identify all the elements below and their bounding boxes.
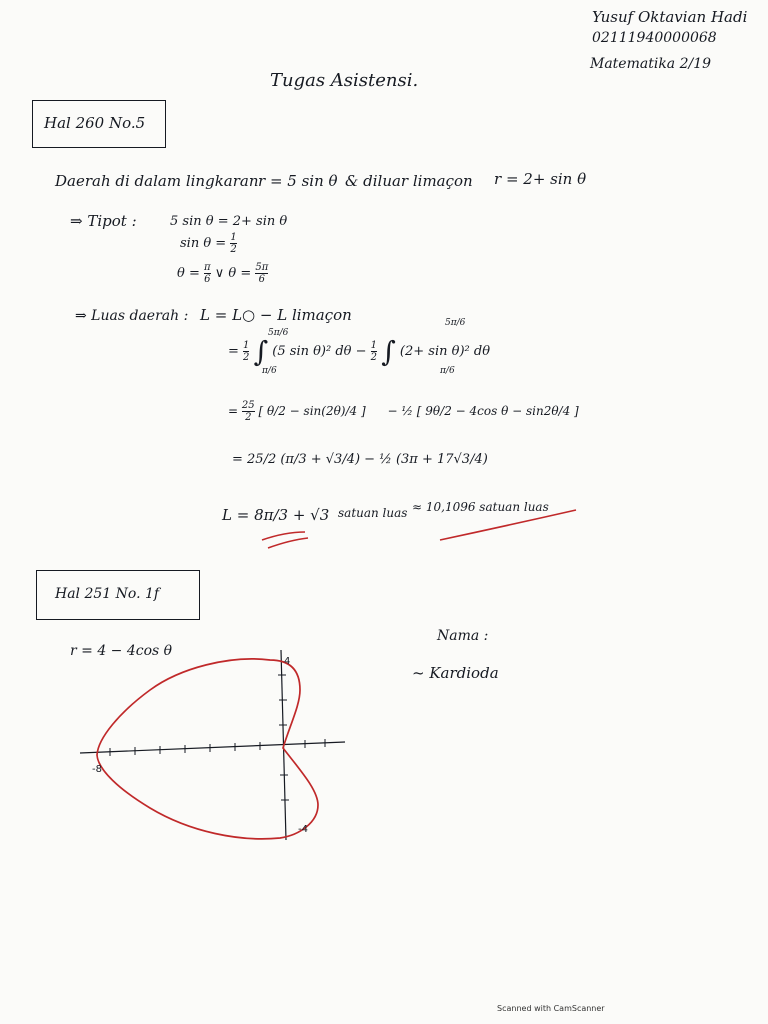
author-name: Yusuf Oktavian Hadi xyxy=(592,8,748,26)
integral-part1: (5 sin θ)² dθ − xyxy=(272,344,367,359)
tick-label-pos4: 4 xyxy=(284,656,291,667)
luas-label: ⇒ Luas daerah : xyxy=(75,308,189,324)
fivepi-over-6: $\frac{5\pi}{6}$ xyxy=(255,262,269,285)
student-id: 02111940000068 xyxy=(592,30,717,46)
problem1-ref: Hal 260 No.5 xyxy=(44,114,146,132)
class-label: Matematika 2/19 xyxy=(590,56,712,72)
lower-limit-2: π/6 xyxy=(440,366,455,376)
result-underline xyxy=(262,532,308,548)
coeff-25-2: $\frac{25}{2}$ xyxy=(241,400,255,423)
statement-b: & diluar limaçon xyxy=(345,172,473,190)
problem2-ref: Hal 251 No. 1f xyxy=(55,586,160,602)
evaluation-line3: = 25/2 (π/3 + √3/4) − ½ (3π + 17√3/4) xyxy=(232,452,488,467)
statement-a: Daerah di dalam lingkaran xyxy=(55,172,259,190)
half-fraction: $\frac{1}{2}$ xyxy=(230,232,237,255)
bracket2: − ½ [ 9θ/2 − 4cos θ − sin2θ/4 ] xyxy=(387,404,579,418)
tick-label-neg8: -8 xyxy=(92,764,102,775)
upper-limit-1: 5π/6 xyxy=(268,328,289,338)
nama-value: ~ Kardioda xyxy=(412,664,499,682)
tipot-eq3-or: ∨ θ = xyxy=(214,266,252,281)
tipot-label: ⇒ Tipot : xyxy=(70,212,137,230)
page-title: Tugas Asistensi. xyxy=(270,70,419,91)
statement-r2: r = 2+ sin θ xyxy=(494,170,587,188)
integral-line1: = $\frac{1}{2}$ ∫ (5 sin θ)² dθ − $\frac{1}{2}$ ∫ (2+ sin θ)² dθ xyxy=(228,335,491,368)
result-L: L = 8π/3 + √3 xyxy=(222,506,330,524)
half-1: $\frac{1}{2}$ xyxy=(243,340,250,363)
result-unit: satuan luas xyxy=(338,506,408,520)
statement-r1: r = 5 sin θ xyxy=(258,172,338,190)
pi-over-6: $\frac{\pi}{6}$ xyxy=(204,262,211,285)
integral-part2: (2+ sin θ)² dθ xyxy=(399,344,491,359)
lower-limit-1: π/6 xyxy=(262,366,277,376)
cardioid-equation: r = 4 − 4cos θ xyxy=(70,643,173,659)
bracket1: [ θ/2 − sin(2θ)/4 ] xyxy=(258,404,366,418)
tipot-eq1: 5 sin θ = 2+ sin θ xyxy=(170,214,288,229)
evaluation-line2: = $\frac{25}{2}$ [ θ/2 − sin(2θ)/4 ] − ½ [ 9θ/2 − 4cos θ − sin2θ/4 ] xyxy=(228,400,579,423)
luas-definition: L = L○ − L limaçon xyxy=(200,306,352,324)
tipot-eq2-left: sin θ = xyxy=(180,236,227,251)
tipot-eq3-theta: θ = xyxy=(177,266,200,281)
result-approx: ≈ 10,1096 satuan luas xyxy=(412,500,549,514)
half-2: $\frac{1}{2}$ xyxy=(370,340,378,363)
scanner-footer: Scanned with CamScanner xyxy=(497,1004,605,1013)
integral-sign-2: ∫ xyxy=(381,335,396,368)
tick-label-neg4: -4 xyxy=(298,824,308,835)
upper-limit-2: 5π/6 xyxy=(445,318,466,328)
nama-label: Nama : xyxy=(437,628,489,644)
integral-sign-1: ∫ xyxy=(253,335,269,368)
approx-underline xyxy=(440,510,576,540)
